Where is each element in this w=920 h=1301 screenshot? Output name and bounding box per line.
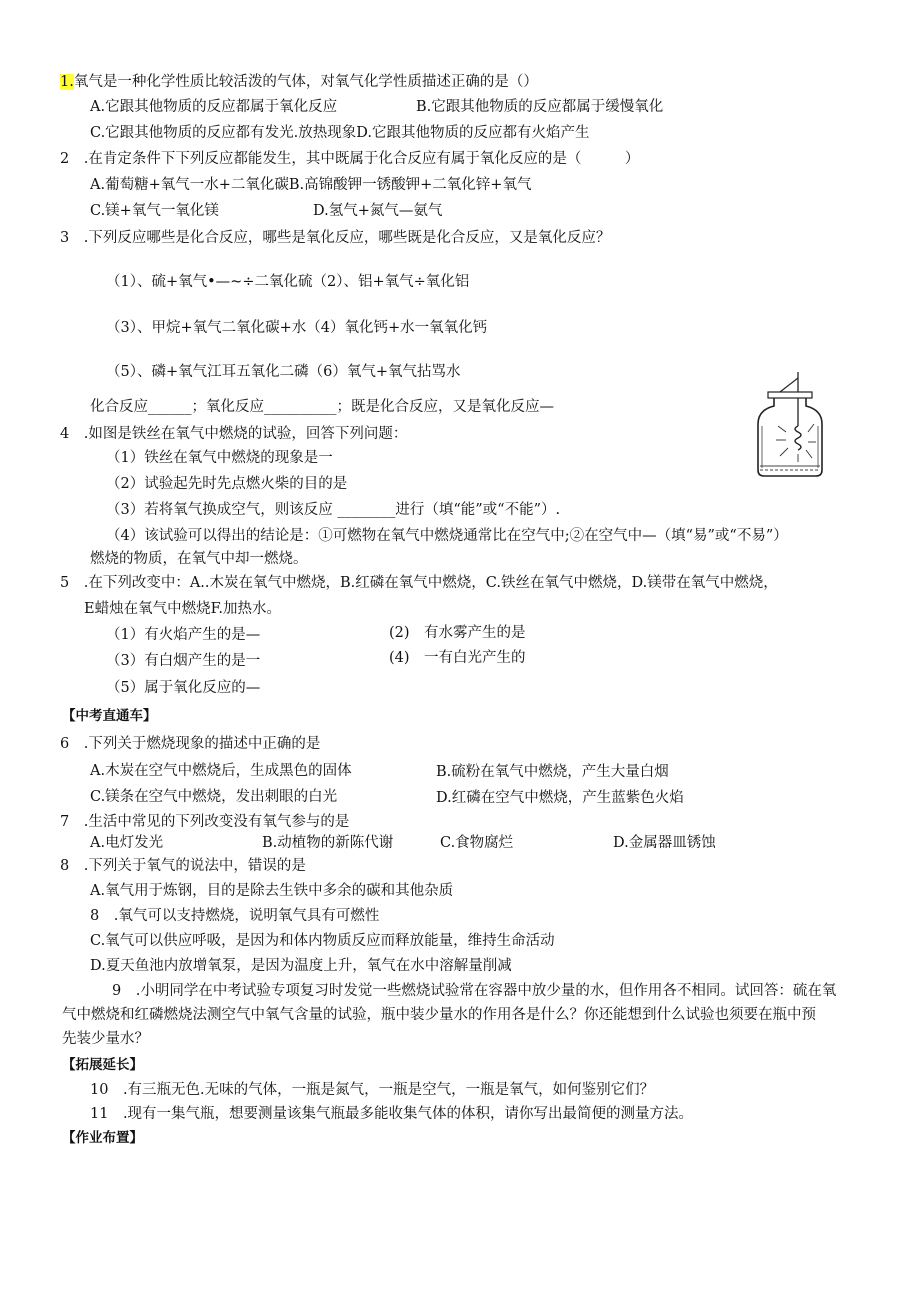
q9-line-2: 气中燃烧和红磷燃烧法测空气中氧气含量的试验，瓶中装少量水的作用各是什么？你还能想到什么试验也须要在瓶中预 [62, 1007, 816, 1023]
q8-option-a: A.氧气用于炼钢，目的是除去生铁中多余的碳和其他杂质 [90, 883, 454, 899]
section-heading-zhongkao: 【中考直通车】 [62, 708, 157, 724]
q7-option-a: A.电灯发光 [90, 835, 164, 851]
gas-jar-iron-wire-figure [750, 370, 830, 480]
q2-option-d: D.氢气+氮气—氨气 [313, 203, 443, 219]
q7-option-b: B.动植物的新陈代谢 [262, 835, 394, 851]
q1-option-cd: C.它跟其他物质的反应都有发光.放热现象D.它跟其他物质的反应都有火焰产生 [90, 125, 590, 141]
q3-stem: 3 .下列反应哪些是化合反应，哪些是氧化反应，哪些既是化合反应，又是氧化反应？ [60, 230, 611, 246]
q5-stem-continued: E蜡烛在氧气中燃烧F.加热水。 [84, 601, 281, 617]
q8-option-c: C.氧气可以供应呼吸，是因为和体内物质反应而释放能量，维持生命活动 [90, 933, 555, 949]
q1-stem [60, 72, 538, 92]
q5-sub-4: (4) 一有白光产生的 [389, 650, 526, 666]
q8-option-d: D.夏天鱼池内放增氧泵，是因为温度上升，氧气在水中溶解量削减 [90, 958, 512, 974]
q5-sub-5: （5）属于氧化反应的— [106, 680, 261, 696]
q2-option-c: C.镁+氧气一氧化镁 [90, 203, 219, 219]
q6-stem: 6 .下列关于燃烧现象的描述中正确的是 [60, 736, 321, 752]
q4-sub-1: （1）铁丝在氧气中燃烧的现象是一 [106, 450, 333, 466]
q3-reactions-1-2: （1）、硫+氧气•—~÷二氧化硫（2）、铝+氧气÷氧化铝 [106, 274, 470, 290]
q7-stem: 7 .生活中常见的下列改变没有氧气参与的是 [60, 814, 350, 830]
q6-option-c: C.镁条在空气中燃烧，发出刺眼的白光 [90, 789, 338, 805]
q5-sub-2: (2) 有水雾产生的是 [389, 625, 526, 641]
q7-option-c: C.食物腐烂 [440, 835, 514, 851]
section-heading-homework: 【作业布置】 [62, 1130, 143, 1146]
q1-option-b: B.它跟其他物质的反应都属于缓慢氧化 [416, 99, 664, 115]
q8-stem: 8 .下列关于氧气的说法中，错误的是 [60, 858, 306, 874]
q11-stem: 11 .现有一集气瓶，想要测量该集气瓶最多能收集气体的体积，请你写出最简便的测量方法。 [90, 1106, 694, 1122]
q5-sub-3: （3）有白烟产生的是一 [106, 653, 261, 669]
section-heading-extension: 【拓展延长】 [62, 1057, 143, 1073]
q4-stem: 4 .如图是铁丝在氧气中燃烧的试验，回答下列问题： [60, 426, 408, 442]
q1-stem-text: 氧气是一种化学性质比较活泼的气体，对氧气化学性质描述正确的是（） [73, 74, 538, 90]
q3-reactions-5-6: （5）、磷+氧气江耳五氧化二磷（6）氧气+氧气拈骂水 [106, 364, 461, 380]
q10-stem: 10 .有三瓶无色.无味的气体，一瓶是氮气，一瓶是空气，一瓶是氧气，如何鉴别它们？ [90, 1082, 655, 1098]
q2-option-ab: A.葡萄糖+氧气一水+二氧化碳B.高锦酸钾一锈酸钾+二氧化锌+氧气 [90, 177, 532, 193]
q9-line-3: 先装少量水？ [62, 1031, 149, 1047]
q4-sub-4: （4）该试验可以得出的结论是：①可燃物在氧气中燃烧通常比在空气中;②在空气中—（填“易”或“不易”） [106, 528, 788, 544]
q3-reactions-3-4: （3）、甲烷+氧气二氧化碳+水（4）氧化钙+水一氧氧化钙 [106, 320, 488, 336]
q4-sub-3: （3）若将氧气换成空气，则该反应 ________进行（填“能”或“不能”）. [106, 502, 561, 518]
q7-option-d: D.金属器皿锈蚀 [613, 835, 716, 851]
q8-option-b: 8 .氧气可以支持燃烧，说明氧气具有可燃性 [90, 908, 380, 924]
q4-sub-2: （2）试验起先时先点燃火柴的目的是 [106, 476, 348, 492]
q5-stem: 5 .在下列改变中：A..木炭在氧气中燃烧，B.红磷在氧气中燃烧，C.铁丝在氧气中燃烧，D.镁带在氧气中燃烧， [60, 575, 778, 591]
q6-option-d: D.红磷在空气中燃烧，产生蓝紫色火焰 [436, 790, 684, 806]
q2-stem: 2 .在肯定条件下下列反应都能发生，其中既属于化合反应有属于氧化反应的是（ ） [60, 151, 640, 167]
q4-sub-4-continued: 燃烧的物质，在氧气中却一燃烧。 [90, 551, 308, 567]
q9-line-1: 9 .小明同学在中考试验专项复习时发觉一些燃烧试验常在容器中放少量的水，但作用各不相同。试回答：硫在氧 [112, 983, 837, 999]
q6-option-a: A.木炭在空气中燃烧后，生成黑色的固体 [90, 763, 352, 779]
q6-option-b: B.硫粉在氧气中燃烧，产生大量白烟 [436, 764, 669, 780]
q1-number: 1. [60, 74, 74, 90]
q3-answer-line: 化合反应______；氧化反应__________；既是化合反应，又是氧化反应— [90, 399, 554, 415]
q5-sub-1: （1）有火焰产生的是— [106, 627, 261, 643]
q1-option-a: A.它跟其他物质的反应都属于氧化反应 [90, 99, 338, 115]
